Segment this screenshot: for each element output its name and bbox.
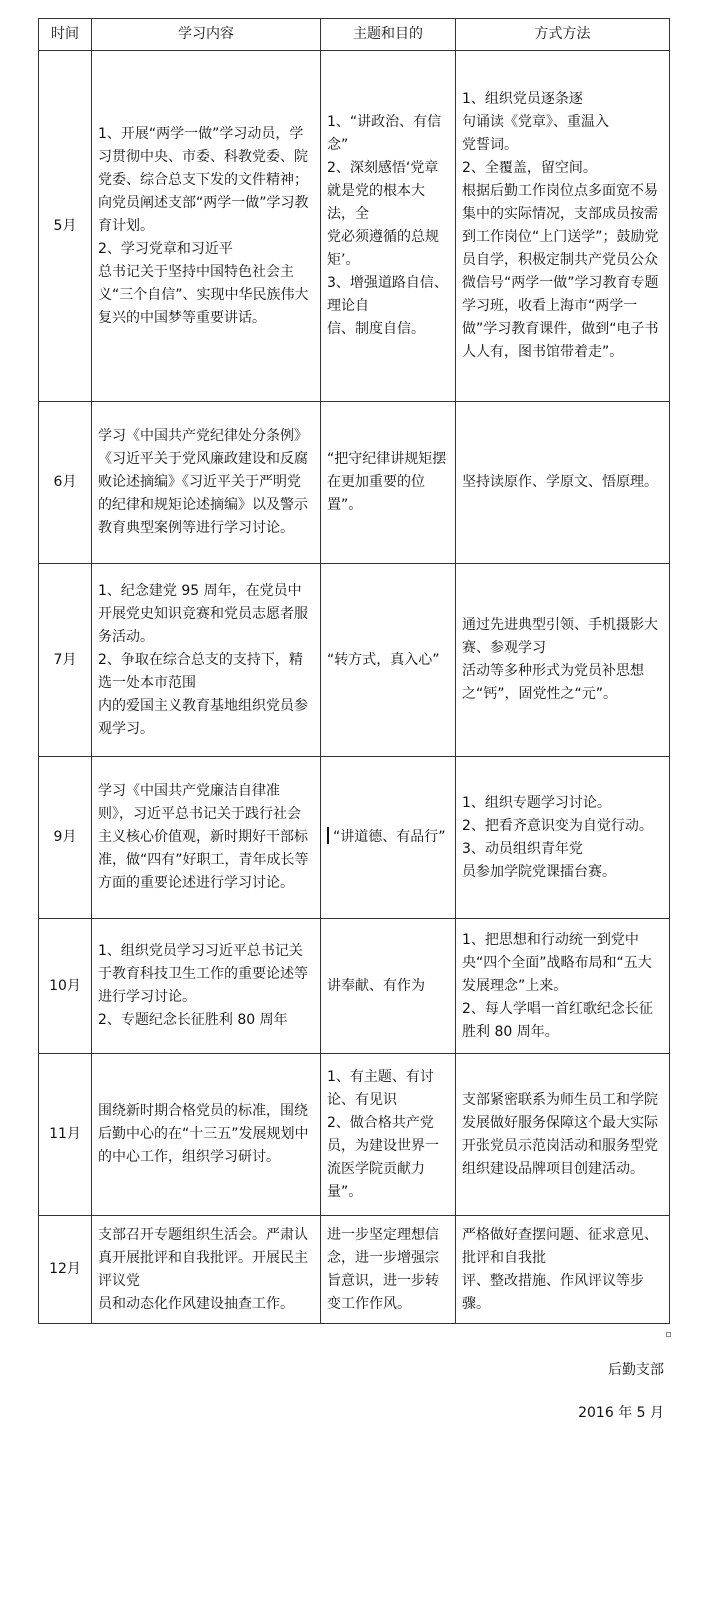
theme-line: 进一步坚定理想信念，进一步增强宗旨意识，进一步转变工作作风。 <box>327 1226 439 1312</box>
row-method <box>456 1054 670 1216</box>
content-line: 总书记关于坚持中国特色社会主义“三个自信”、实现中华民族伟大复兴的中国梦等重要讲话。 <box>98 263 309 326</box>
method-line: 党誓词。 <box>462 137 518 153</box>
text-cursor <box>327 827 329 844</box>
row-month: 5月 <box>39 51 92 402</box>
method-line: 支部紧密联系为师生员工和学院发展做好服务保障这个最大实际开张党员示范岗活动和服务型党组织建设品牌项目创建活动。 <box>462 1091 658 1177</box>
method-line: 句诵读《党章》、重温入 <box>462 114 609 130</box>
table-row <box>39 51 670 402</box>
row-theme <box>321 564 456 757</box>
row-month: 12月 <box>39 1216 92 1324</box>
content-line: 学习《中国共产党廉洁自律准则》，习近平总书记关于践行社会主义核心价值观，新时期好干部标准，做“四有”好职工，青年成长等方面的重要论述进行学习讨论。 <box>98 783 309 891</box>
row-month: 9月 <box>39 757 92 919</box>
row-theme <box>321 1216 456 1324</box>
content-line: 向党员阐述支部“两学一做”学习教育计划。 <box>98 194 309 234</box>
row-content <box>92 1216 321 1324</box>
method-line: 2、把看齐意识变为自觉行动。 <box>462 817 653 834</box>
content-line: 1、组织党员学习习近平总书记关于教育科技卫生工作的重要论述等进行学习讨论。 <box>98 943 308 1005</box>
method-line: 根据后勤工作岗位点多面宽不易集中的实际情况，支部成员按需到工作岗位“上门送学”；鼓励党员自学，积极定制共产党员公众微信号“两学一做”学习教育专题学习班，收看上海市“两学一做”学习教育课件，做到“电子书人人有，图书馆带着走”。 <box>462 183 659 360</box>
method-line: 2、每人学唱一首红歌纪念长征胜利 80 周年。 <box>462 1000 653 1040</box>
row-content <box>92 51 321 402</box>
table-row <box>39 919 670 1054</box>
table-row <box>39 757 670 919</box>
content-line: 2、专题纪念长征胜利 80 周年 <box>98 1012 288 1028</box>
row-content <box>92 757 321 919</box>
header-time: 时间 <box>39 19 92 51</box>
theme-line: 讲奉献、有作为 <box>327 977 425 994</box>
theme-line: 信、制度自信。 <box>327 321 425 337</box>
method-line: 坚持读原作、学原文、悟原理。 <box>462 474 658 490</box>
table-row <box>39 402 670 564</box>
content-line: 学习《中国共产党纪律处分条例》《习近平关于党风廉政建设和反腐败论述摘编》《习近平关于严明党的纪律和规矩论述摘编》以及警示教育典型案例等进行学习讨论。 <box>98 428 308 536</box>
signature-org: 后勤支部 <box>608 1362 664 1378</box>
row-method <box>456 402 670 564</box>
method-line: 1、把思想和行动统一到党中央“四个全面”战略布局和“五大发展理念”上来。 <box>462 931 652 994</box>
signature-date: 2016 年 5 月 <box>578 1405 664 1421</box>
row-method <box>456 757 670 919</box>
row-method <box>456 919 670 1054</box>
row-theme <box>321 757 456 919</box>
table-header-row <box>39 19 670 51</box>
header-content: 学习内容 <box>92 19 321 51</box>
row-content <box>92 402 321 564</box>
method-line: 2、全覆盖，留空间。 <box>462 160 597 176</box>
method-line: 活动等多种形式为党员补思想之“钙”，固党性之“元”。 <box>462 663 644 702</box>
row-theme <box>321 51 456 402</box>
table-row <box>39 1216 670 1324</box>
content-line: 支部召开专题组织生活会。严肃认真开展批评和自我批评。开展民主评议党 <box>98 1226 308 1289</box>
content-line: 员和动态化作风建设抽查工作。 <box>98 1295 294 1312</box>
study-plan-table <box>38 18 670 1324</box>
content-line: 1、开展“两学一做”学习动员，学习贯彻中央、市委、科教党委、院党委、综合总支下发的文件精神； <box>98 125 308 188</box>
row-month: 7月 <box>39 564 92 757</box>
row-month: 11月 <box>39 1054 92 1216</box>
row-theme <box>321 402 456 564</box>
row-method <box>456 51 670 402</box>
theme-line: 1、“讲政治、有信念” <box>327 114 442 153</box>
method-line: 3、动员组织青年党 <box>462 840 583 857</box>
content-line: 2、学习党章和习近平 <box>98 240 233 257</box>
row-theme <box>321 1054 456 1216</box>
content-line: 围绕新时期合格党员的标准，围绕后勤中心的在“十三五”发展规划中的中心工作，组织学习研讨。 <box>98 1103 309 1165</box>
row-theme <box>321 919 456 1054</box>
theme-line: 1、有主题、有讨论、有见识 <box>327 1068 434 1108</box>
content-line: 1、纪念建党 95 周年，在党员中开展党史知识竞赛和党员志愿者服务活动。 <box>98 582 308 645</box>
row-month: 6月 <box>39 402 92 564</box>
method-line: 1、组织专题学习讨论。 <box>462 794 611 811</box>
theme-line: 2、做合格共产党员，为建设世界一流医学院贡献力量”。 <box>327 1114 439 1200</box>
theme-line: “讲道德、有品行” <box>333 829 446 845</box>
table-end-marker <box>666 1332 671 1337</box>
header-method: 方式方法 <box>456 19 670 51</box>
method-line: 通过先进典型引领、手机摄影大赛、参观学习 <box>462 617 658 656</box>
content-line: 2、争取在综合总支的支持下，精选一处本市范围 <box>98 651 303 691</box>
row-method <box>456 1216 670 1324</box>
row-content <box>92 564 321 757</box>
method-line: 评、整改措施、作风评议等步骤。 <box>462 1272 644 1312</box>
row-content <box>92 1054 321 1216</box>
row-month: 10月 <box>39 919 92 1054</box>
row-method <box>456 564 670 757</box>
row-content <box>92 919 321 1054</box>
header-theme: 主题和目的 <box>321 19 456 51</box>
theme-line: 2、深刻感悟‘党章就是党的根本大法，全 <box>327 160 439 222</box>
table-row <box>39 564 670 757</box>
theme-line: 党必须遵循的总规矩’。 <box>327 229 439 268</box>
method-line: 员参加学院党课擂台赛。 <box>462 863 616 880</box>
content-line: 内的爱国主义教育基地组织党员参观学习。 <box>98 697 308 737</box>
theme-line: “转方式，真入心” <box>327 651 440 668</box>
table-row <box>39 1054 670 1216</box>
method-line: 严格做好查摆问题、征求意见、批评和自我批 <box>462 1226 658 1266</box>
theme-line: 3、增强道路自信、理论自 <box>327 275 448 314</box>
method-line: 1、组织党员逐条逐 <box>462 91 583 107</box>
theme-line: “把守纪律讲规矩摆在更加重要的位置”。 <box>327 451 447 513</box>
